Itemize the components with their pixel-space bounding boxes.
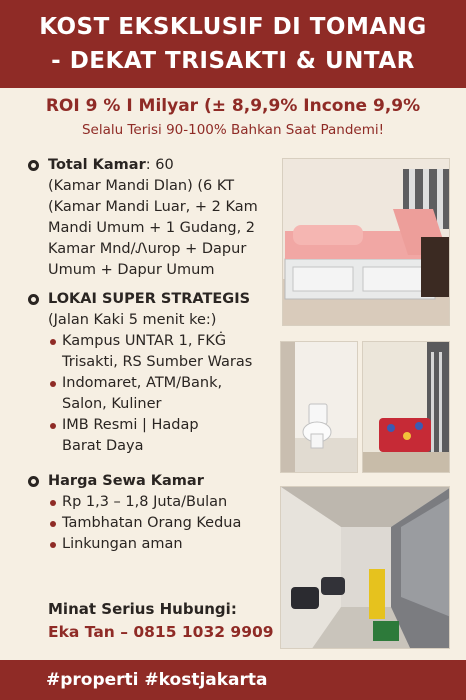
location-item-text: Indomaret, ATM/Bank,: [62, 375, 223, 391]
contact-label: Minat Serius Hubungi:: [48, 600, 237, 618]
hashtag-footer: #properti #kostjakarta: [0, 660, 466, 700]
rooms-detail: (Kamar Mandi Luar, + 2 Kam: [48, 199, 258, 215]
section-bullet-icon: [28, 160, 39, 171]
price-item-text: Linkungan aman: [62, 536, 183, 552]
location-item-text: Kampus UNTAR 1, FKĠ: [62, 333, 227, 349]
location-item-text: Salon, Kuliner: [62, 396, 162, 412]
headline-line-2: - DEKAT TRISAKTI & UNTAR: [51, 48, 415, 74]
rooms-count: : 60: [145, 157, 174, 173]
bedroom-photo: [282, 158, 450, 326]
price-title: Harga Sewa Kamar: [48, 473, 204, 489]
contact-phone[interactable]: Eka Tan – 0815 1032 9909: [48, 623, 274, 641]
location-intro: (Jalan Kaki 5 menit ke:): [48, 312, 217, 328]
location-item: [50, 373, 280, 415]
location-title: LOKAI SUPER STRATEGIS: [48, 291, 251, 307]
price-item: [50, 513, 280, 534]
header-banner: [0, 0, 466, 88]
price-item-text: Tambhatan Orang Kedua: [62, 515, 242, 531]
location-item-text: IMB Resmi | Hadap: [62, 417, 199, 433]
headline-line-1: KOST EKSKLUSIF DI TOMANG: [39, 14, 427, 40]
rooms-title: Total Kamar: [48, 157, 146, 173]
price-item-text: Rp 1,3 – 1,8 Juta/Bulan: [62, 494, 228, 510]
roi-line: ROI 9 % I Milyar (± 8,9,9% Incone 9,9%: [45, 96, 421, 116]
room-photo: [362, 341, 450, 473]
rooms-detail: Mandi Umum + 1 Gudang, 2: [48, 220, 256, 236]
rooms-detail: Umum + Dapur Umum: [48, 262, 215, 278]
location-item-text: Barat Daya: [62, 438, 144, 454]
location-item: [50, 331, 280, 373]
location-item-text: Trisakti, RS Sumber Waras: [62, 354, 253, 370]
bathroom-photo: [280, 341, 358, 473]
section-bullet-icon: [28, 294, 39, 305]
rooms-section: [28, 155, 280, 281]
section-bullet-icon: [28, 476, 39, 487]
rooms-detail: Kamar Mnd/Ꮑurop + Dapur: [48, 241, 247, 257]
price-section: [28, 471, 280, 555]
location-item: [50, 415, 280, 457]
corridor-photo: [280, 486, 450, 649]
price-item: [50, 534, 280, 555]
occupancy-line: Selalu Terisi 90-100% Bahkan Saat Pandemi!: [81, 122, 385, 138]
price-item: [50, 492, 280, 513]
rooms-detail: (Kamar Mandi Dlan) (6 KT: [48, 178, 235, 194]
info-column: [28, 155, 280, 555]
location-section: [28, 289, 280, 457]
